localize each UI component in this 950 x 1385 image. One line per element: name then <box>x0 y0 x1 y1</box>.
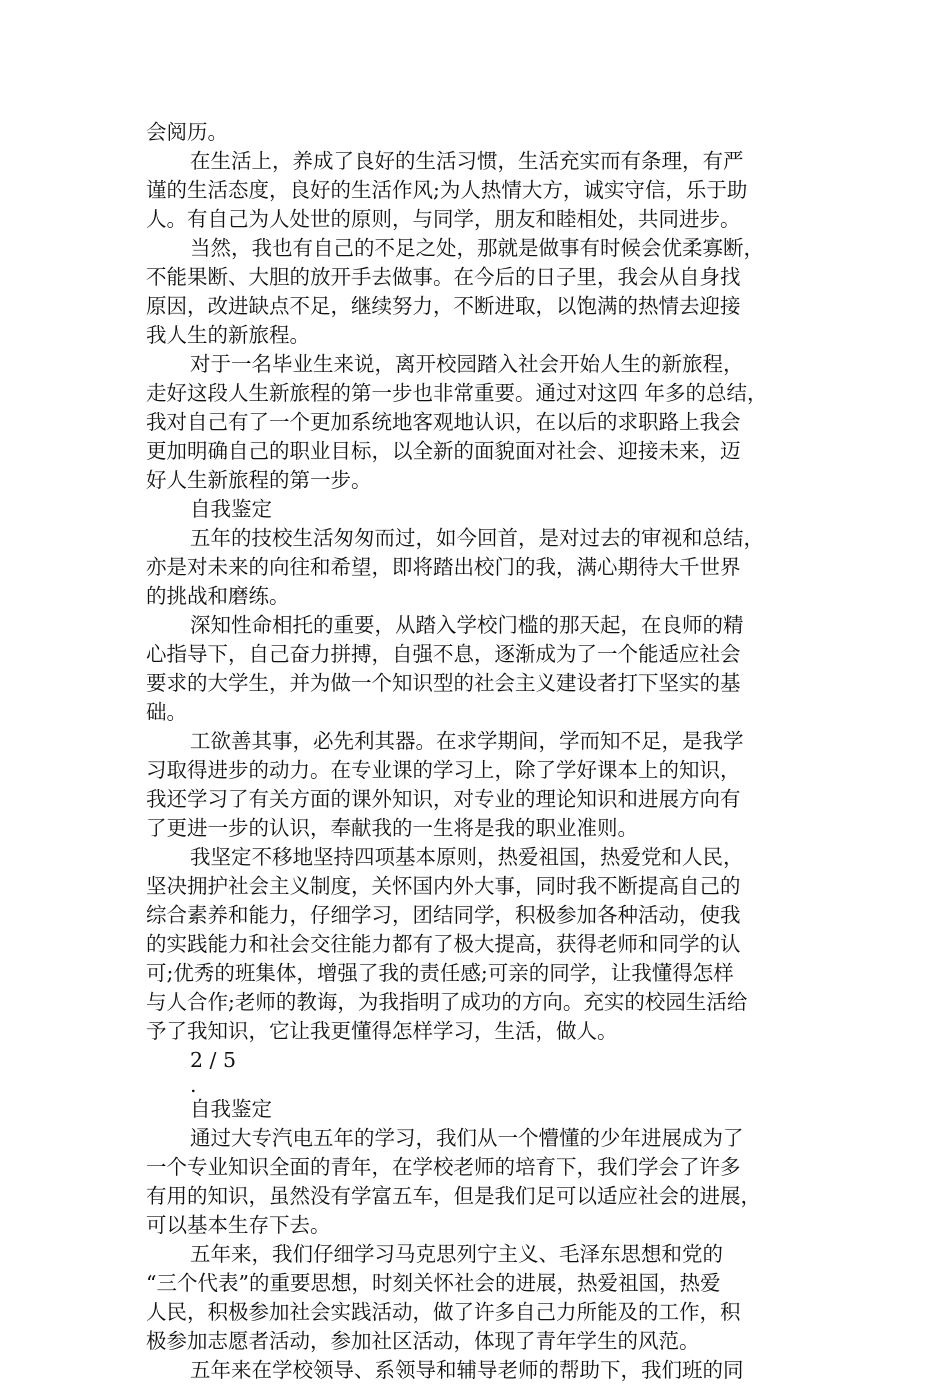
text-line: 可;优秀的班集体，增强了我的责任感;可亲的同学，让我懂得怎样 <box>146 961 734 985</box>
text-line: 我坚定不移地坚持四项基本原则，热爱祖国，热爱党和人民， <box>190 845 744 869</box>
text-line: 走好这段人生新旅程的第一步也非常重要。通过对这四 年多的总结， <box>146 381 768 405</box>
text-line: 我还学习了有关方面的课外知识，对专业的理论知识和进展方向有 <box>146 787 741 811</box>
separator-dot: . <box>190 1073 197 1097</box>
text-line: 五年的技校生活匆匆而过，如今回首，是对过去的审视和总结， <box>190 526 764 550</box>
text-line: 自我鉴定 <box>190 497 272 521</box>
text-line: 在生活上，养成了良好的生活习惯，生活充实而有条理，有严 <box>190 149 744 173</box>
text-line: 深知性命相托的重要，从踏入学校门槛的那天起，在良师的精 <box>190 613 744 637</box>
text-line: 通过大专汽电五年的学习，我们从一个懵懂的少年进展成为了 <box>190 1126 744 1150</box>
text-block-top <box>146 118 818 1046</box>
text-line: 当然，我也有自己的不足之处，那就是做事有时候会优柔寡断， <box>190 236 764 260</box>
text-line: 自我鉴定 <box>190 1097 272 1121</box>
text-line: 谨的生活态度，良好的生活作风;为人热情大方，诚实守信，乐于助 <box>146 178 748 202</box>
text-line: 有用的知识，虽然没有学富五车，但是我们足可以适应社会的进展， <box>146 1184 761 1208</box>
text-line: 五年来，我们仔细学习马克思列宁主义、毛泽东思想和党的 <box>190 1242 723 1266</box>
text-line: “三个代表”的重要思想，时刻关怀社会的进展，热爱祖国，热爱 <box>146 1271 721 1295</box>
text-line: 好人生新旅程的第一步。 <box>146 468 372 492</box>
text-line: 五年来在学校领导、系领导和辅导老师的帮助下，我们班的同 <box>190 1358 744 1382</box>
text-line: 可以基本生存下去。 <box>146 1213 331 1237</box>
text-line: 的挑战和磨练。 <box>146 584 290 608</box>
text-line: 予了我知识，它让我更懂得怎样学习，生活，做人。 <box>146 1019 618 1043</box>
text-line: 我人生的新旅程。 <box>146 323 310 347</box>
text-line: 与人合作;老师的教诲，为我指明了成功的方向。充实的校园生活给 <box>146 990 748 1014</box>
text-line: 人。有自己为人处世的原则，与同学，朋友和睦相处，共同进步。 <box>146 207 741 231</box>
text-line: 心指导下，自己奋力拼搏，自强不息，逐渐成为了一个能适应社会 <box>146 642 741 666</box>
text-line: 一个专业知识全面的青年，在学校老师的培育下，我们学会了许多 <box>146 1155 741 1179</box>
text-line: 工欲善其事，必先利其器。在求学期间，学而知不足，是我学 <box>190 729 744 753</box>
text-line: 综合素养和能力，仔细学习，团结同学，积极参加各种活动，使我 <box>146 903 741 927</box>
document-body <box>146 118 818 1385</box>
text-line: 坚决拥护社会主义制度，关怀国内外大事，同时我不断提高自己的 <box>146 874 741 898</box>
text-line: 习取得进步的动力。在专业课的学习上，除了学好课本上的知识， <box>146 758 741 782</box>
text-line: 础。 <box>146 700 187 724</box>
text-line: 我对自己有了一个更加系统地客观地认识，在以后的求职路上我会 <box>146 410 741 434</box>
text-line: 要求的大学生，并为做一个知识型的社会主义建设者打下坚实的基 <box>146 671 741 695</box>
text-line: 原因，改进缺点不足，继续努力，不断进取，以饱满的热情去迎接 <box>146 294 741 318</box>
text-line: 亦是对未来的向往和希望，即将踏出校门的我，满心期待大千世界 <box>146 555 741 579</box>
text-line: 对于一名毕业生来说，离开校园踏入社会开始人生的新旅程， <box>190 352 744 376</box>
text-line: 的实践能力和社会交往能力都有了极大提高，获得老师和同学的认 <box>146 932 741 956</box>
text-line: 了更进一步的认识，奉献我的一生将是我的职业准则。 <box>146 816 638 840</box>
text-block-bottom <box>146 1095 818 1385</box>
text-line: 极参加志愿者活动，参加社区活动，体现了青年学生的风范。 <box>146 1329 700 1353</box>
text-line: 不能果断、大胆的放开手去做事。在今后的日子里，我会从自身找 <box>146 265 741 289</box>
text-line: 人民，积极参加社会实践活动，做了许多自己力所能及的工作，积 <box>146 1300 741 1324</box>
page-number: 2 / 5 <box>190 1048 237 1072</box>
text-line: 会阅历。 <box>146 120 228 144</box>
text-line: 更加明确自己的职业目标，以全新的面貌面对社会、迎接未来，迈 <box>146 439 741 463</box>
